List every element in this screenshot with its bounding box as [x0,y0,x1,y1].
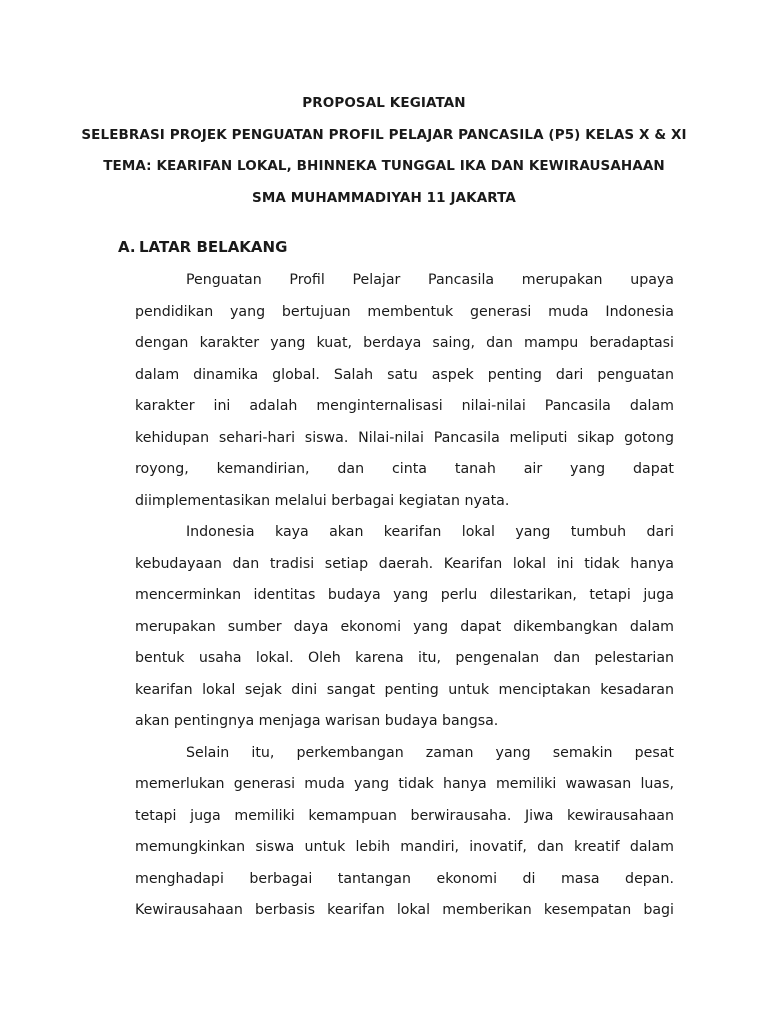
paragraph-line: pendidikan yang bertujuan membentuk generasi muda Indonesia [135,303,674,320]
paragraph-line: kearifan lokal sejak dini sangat penting untuk menciptakan kesadaran [135,681,674,698]
heading-title: PROPOSAL KEGIATAN [302,95,466,111]
paragraph-line: akan pentingnya menjaga warisan budaya bangsa. [135,713,499,729]
paragraph-line: tetapi juga memiliki kemampuan berwirausaha. Jiwa kewirausahaan [135,807,674,824]
paragraph [135,265,674,517]
heading-subtitle: SELEBRASI PROJEK PENGUATAN PROFIL PELAJAR PANCASILA (P5) KELAS X & XI [81,126,687,143]
paragraph-line: royong, kemandirian, dan cinta tanah air yang dapat [135,461,674,477]
proposal-heading [0,88,768,214]
paragraph-line: diimplementasikan melalui berbagai kegiatan nyata. [135,492,510,509]
paragraph-line: mencerminkan identitas budaya yang perlu dilestarikan, tetapi juga [135,587,674,603]
paragraph-line: Indonesia kaya akan kearifan lokal yang tumbuh dari [186,524,674,540]
section-heading [118,234,287,260]
paragraph-line: Kewirausahaan berbasis kearifan lokal memberikan kesempatan bagi [135,902,674,918]
paragraph-line: memerlukan generasi muda yang tidak hanya memiliki wawasan luas, [135,776,674,792]
paragraph-line: dalam dinamika global. Salah satu aspek penting dari penguatan [135,366,674,383]
paragraph-line: kehidupan sehari-hari siswa. Nilai-nilai Pancasila meliputi sikap gotong [135,429,674,446]
paragraph-line: Selain itu, perkembangan zaman yang semakin pesat [186,744,674,761]
paragraph-line: Penguatan Profil Pelajar Pancasila merupakan upaya [186,272,674,288]
paragraph-line: memungkinkan siswa untuk lebih mandiri, inovatif, dan kreatif dalam [135,839,674,855]
section-number: A. [118,238,136,256]
paragraph-line: menghadapi berbagai tantangan ekonomi di masa depan. [135,870,674,887]
paragraph [135,738,674,927]
heading-theme: TEMA: KEARIFAN LOKAL, BHINNEKA TUNGGAL IKA DAN KEWIRAUSAHAAN [103,158,665,174]
paragraph-line: merupakan sumber daya ekonomi yang dapat dikembangkan dalam [135,618,674,635]
paragraph [135,517,674,738]
section-title: LATAR BELAKANG [139,238,288,256]
heading-school: SMA MUHAMMADIYAH 11 JAKARTA [252,189,516,206]
paragraph-line: kebudayaan dan tradisi setiap daerah. Kearifan lokal ini tidak hanya [135,555,674,572]
paragraph-line: karakter ini adalah menginternalisasi nilai-nilai Pancasila dalam [135,398,674,414]
paragraph-line: dengan karakter yang kuat, berdaya saing, dan mampu beradaptasi [135,335,674,351]
paragraph-line: bentuk usaha lokal. Oleh karena itu, pengenalan dan pelestarian [135,650,674,666]
section-body [135,265,674,927]
